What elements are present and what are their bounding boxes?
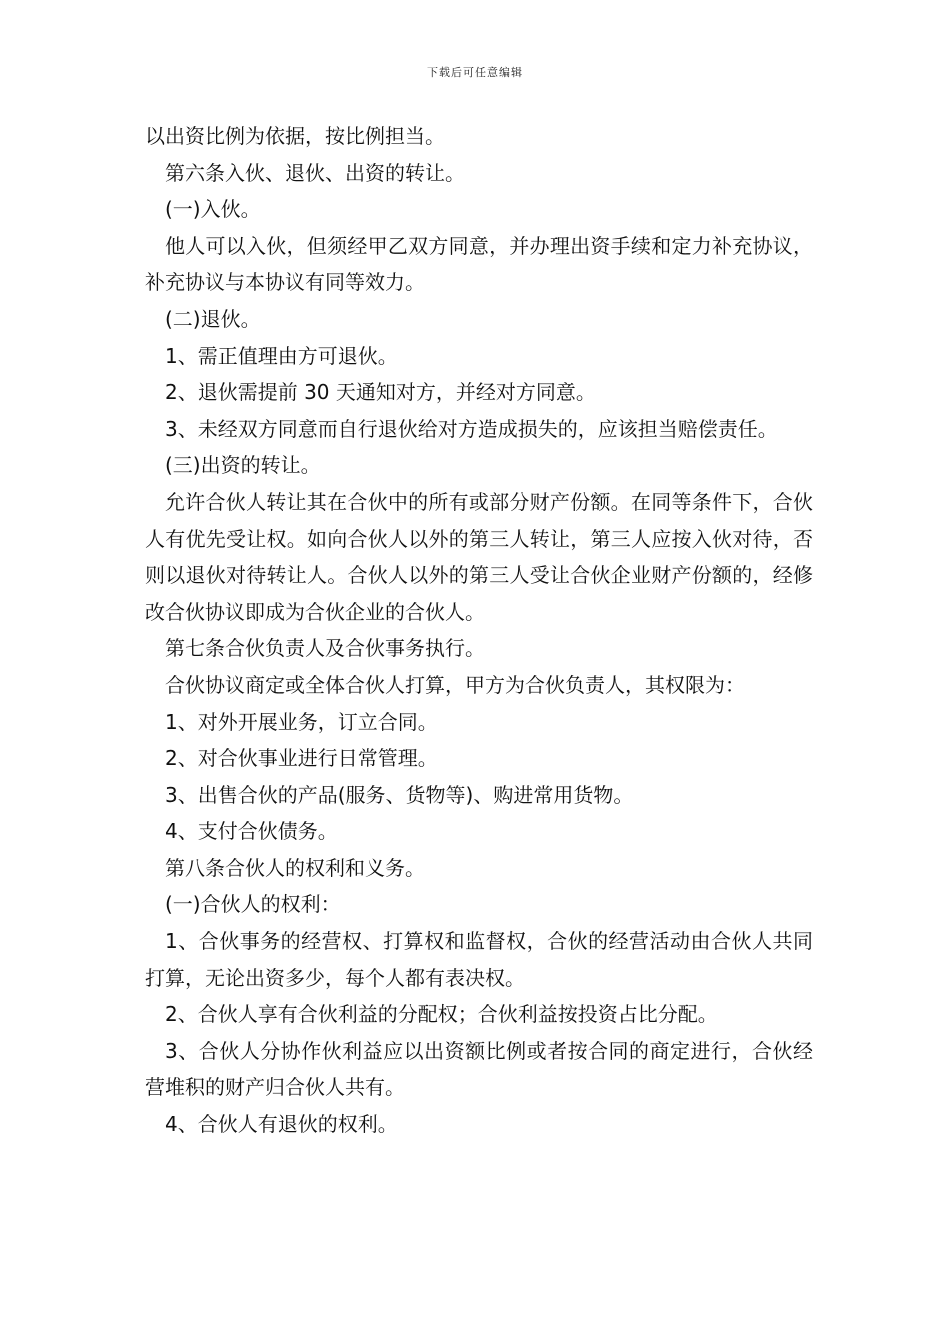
paragraph: 3、未经双方同意而自行退伙给对方造成损失的，应该担当赔偿责任。 (165, 416, 778, 441)
paragraph: 第七条合伙负责人及合伙事务执行。 (165, 636, 485, 661)
paragraph: 3、出售合伙的产品(服务、货物等)、购进常用货物。 (165, 782, 634, 807)
document-body (145, 118, 813, 1143)
paragraph: 4、合伙人有退伙的权利。 (165, 1112, 398, 1137)
paragraph: 2、退伙需提前 30 天通知对方，并经对方同意。 (165, 380, 596, 405)
paragraph: 2、对合伙事业进行日常管理。 (165, 746, 438, 771)
paragraph: (一)合伙人的权利： (165, 892, 341, 917)
paragraph: 合伙协议商定或全体合伙人打算，甲方为合伙负责人，其权限为： (165, 672, 745, 697)
paragraph: 他人可以入伙，但须经甲乙双方同意，并办理出资手续和定力补充协议，补充协议与本协议有同等效力。 (145, 233, 813, 295)
paragraph: (二)退伙。 (165, 306, 261, 331)
paragraph: 1、合伙事务的经营权、打算权和监督权，合伙的经营活动由合伙人共同打算，无论出资多少，每个人都有表决权。 (145, 929, 813, 990)
paragraph: 3、合伙人分协作伙利益应以出资额比例或者按合同的商定进行，合伙经营堆积的财产归合伙人共有。 (145, 1038, 813, 1100)
paragraph: 1、需正值理由方可退伙。 (165, 343, 398, 368)
paragraph: 4、支付合伙债务。 (165, 819, 338, 844)
paragraph: 以出资比例为依据，按比例担当。 (145, 124, 445, 148)
paragraph: (一)入伙。 (165, 197, 261, 222)
page-header: 下载后可任意编辑 (427, 66, 523, 79)
paragraph: (三)出资的转让。 (165, 453, 321, 478)
paragraph: 第六条入伙、退伙、出资的转让。 (165, 160, 465, 185)
paragraph: 1、对外开展业务，订立合同。 (165, 709, 438, 734)
paragraph: 2、合伙人享有合伙利益的分配权；合伙利益按投资占比分配。 (165, 1002, 718, 1027)
paragraph: 允许合伙人转让其在合伙中的所有或部分财产份额。在同等条件下，合伙人有优先受让权。如向合伙人以外的第三人转让，第三人应按入伙对待，否则以退伙对待转让人。合伙人以外的第三人受让合伙企业财产份额的，经修改合伙协议即成为合伙企业的合伙人。 (145, 489, 813, 624)
paragraph: 第八条合伙人的权利和义务。 (165, 855, 425, 880)
